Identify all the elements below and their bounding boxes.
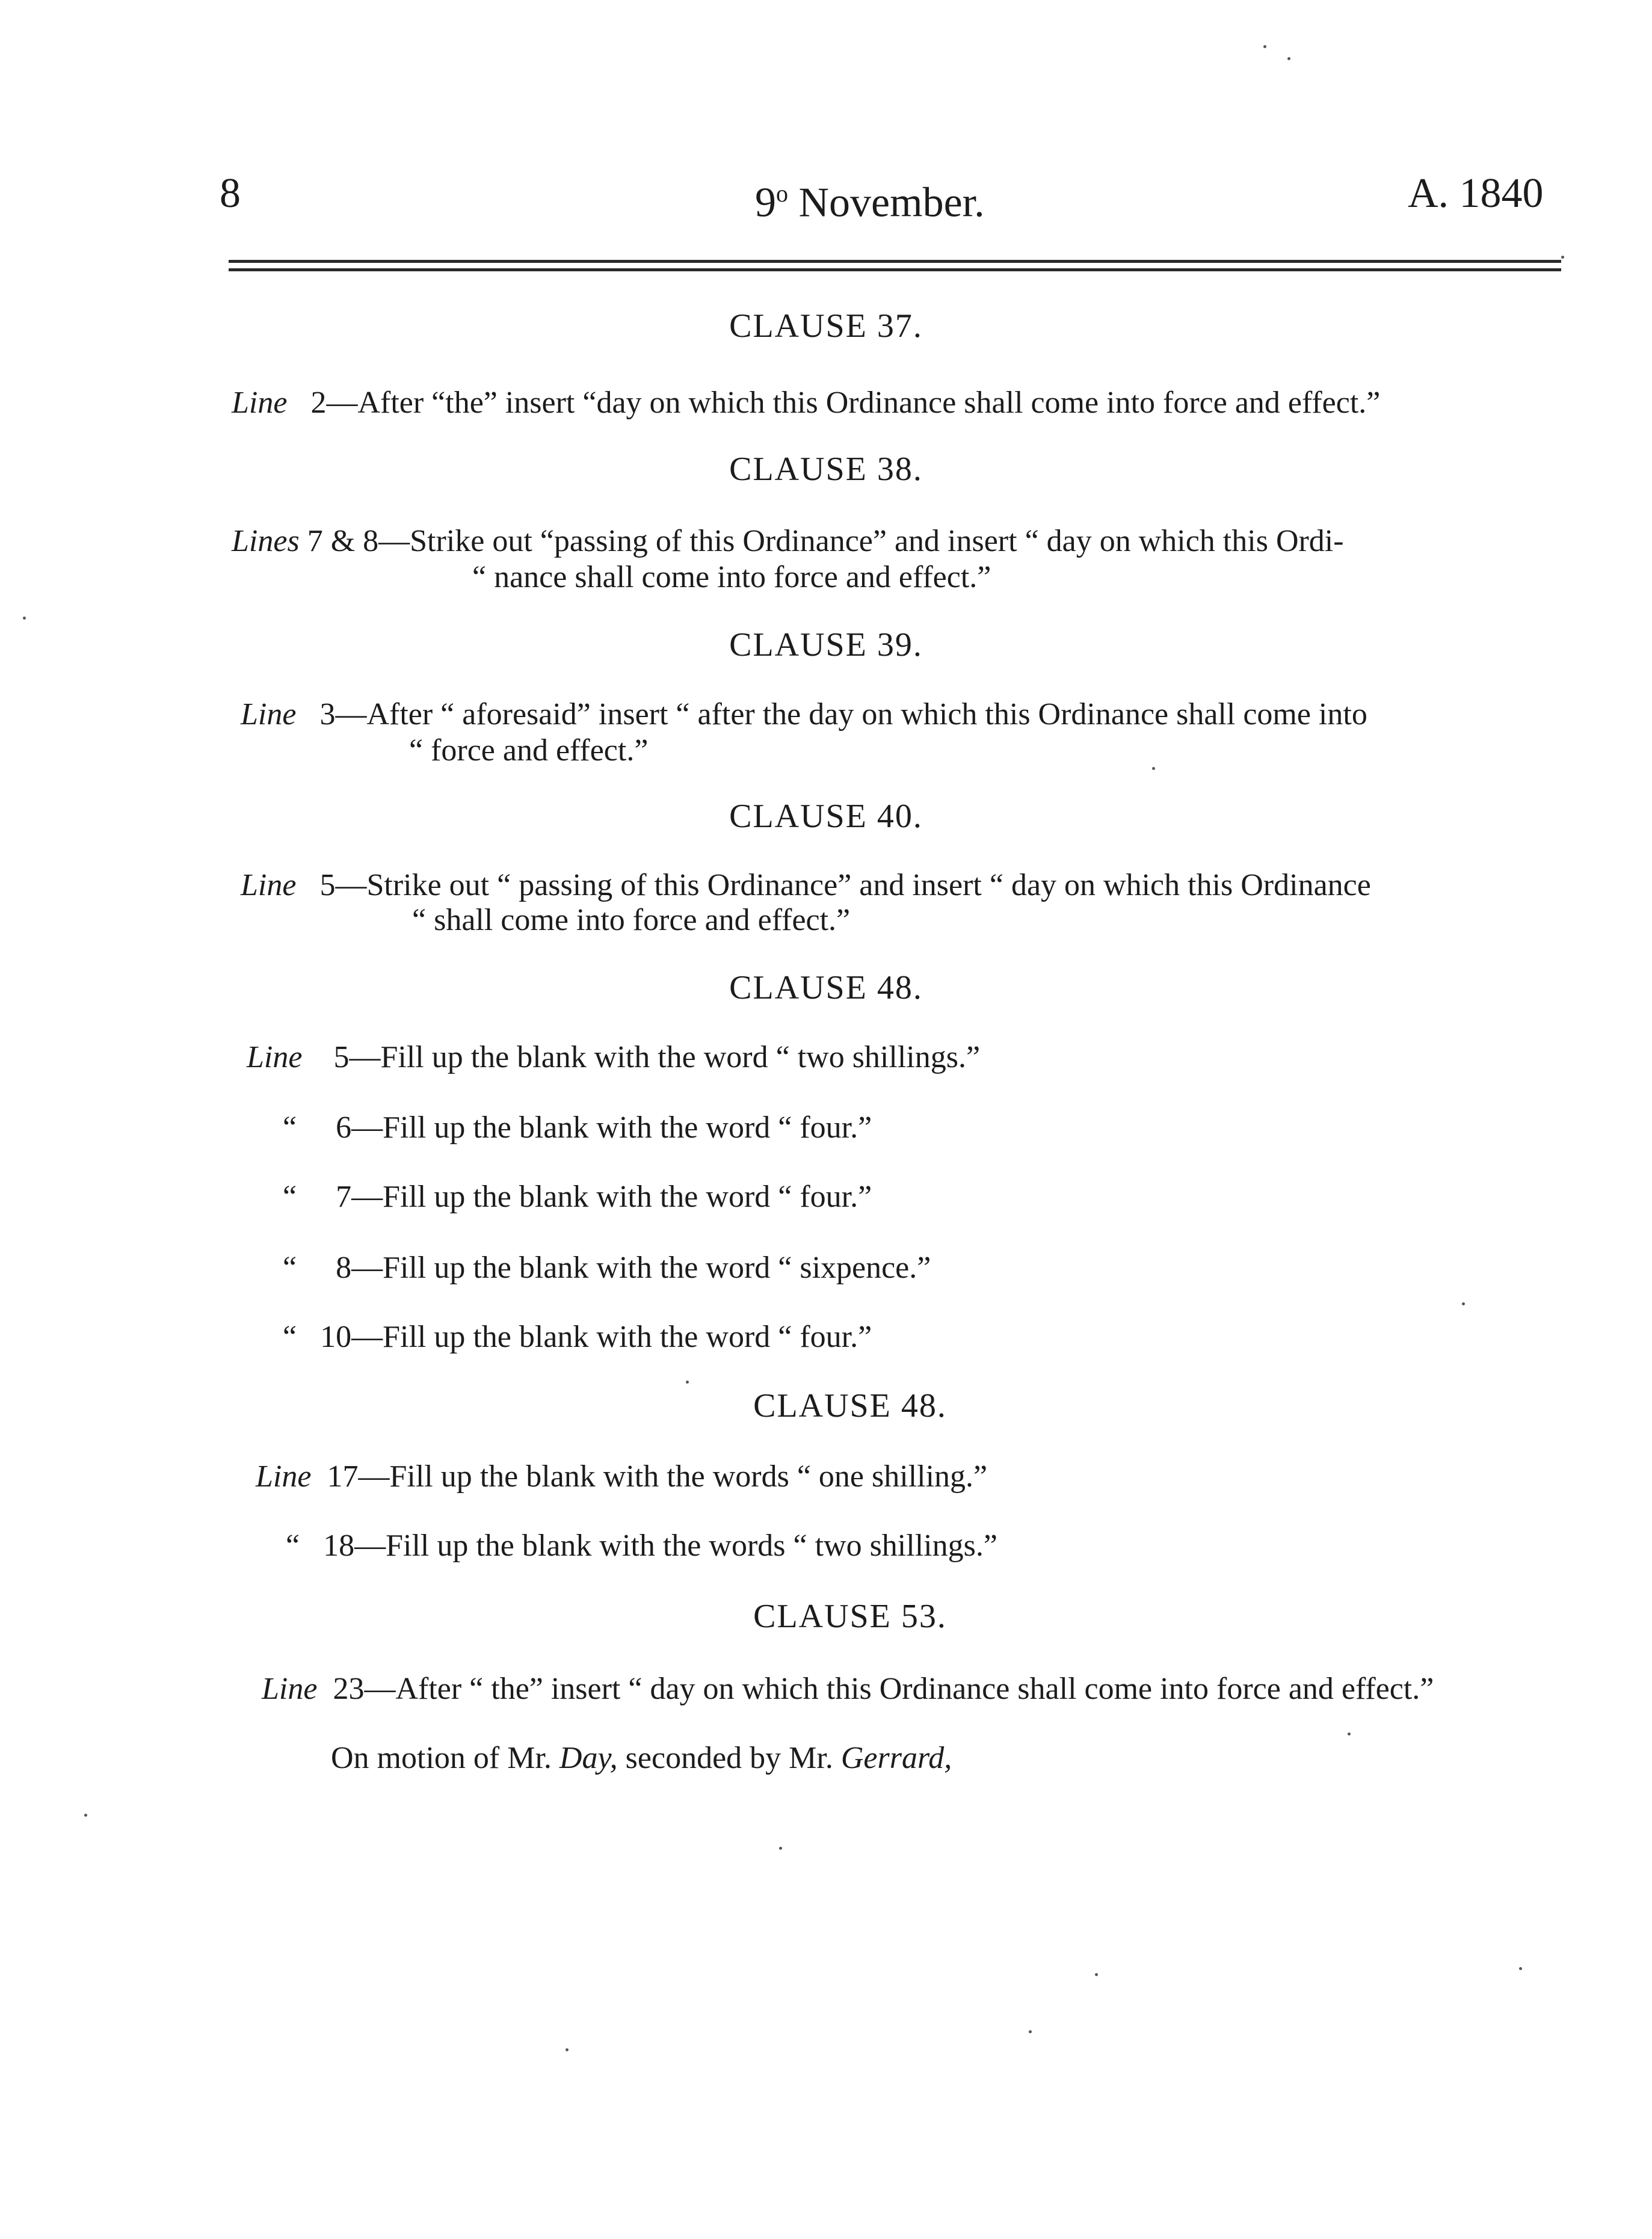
ditto-mark: “ [286, 1529, 300, 1563]
date-day: 9 [755, 179, 776, 226]
date-superscript: o [776, 180, 788, 207]
date-month: November. [798, 179, 985, 226]
amendment-line [256, 1459, 987, 1495]
line-text: —Strike out “ passing of this Ordinance” and insert “ day on which this Ordinance [335, 868, 1371, 902]
page-number: 8 [220, 170, 241, 217]
clause-heading: CLAUSE 40. [729, 798, 923, 835]
line-text: —Strike out “passing of this Ordinance” and insert “ day on which this Ordi- [378, 524, 1344, 558]
amendment-line [283, 1110, 872, 1146]
line-label: Line [247, 1040, 303, 1074]
line-ref: 10 [320, 1320, 352, 1354]
line-label: Line [232, 386, 288, 420]
line-ref: 7 [336, 1180, 352, 1214]
line-ref: 23 [333, 1672, 365, 1706]
motion-prefix: On motion of Mr. [331, 1741, 559, 1775]
line-text: —Fill up the blank with the word “ four.” [351, 1110, 872, 1145]
page-year: A. 1840 [1408, 170, 1544, 217]
clause-heading: CLAUSE 48. [729, 969, 923, 1006]
line-ref: 5 [319, 868, 336, 902]
scan-speck [1561, 256, 1564, 259]
line-continuation: “ shall come into force and effect.” [412, 903, 851, 937]
line-label: Line [262, 1672, 318, 1706]
amendment-line [247, 1039, 980, 1076]
line-label: Line [241, 868, 297, 902]
amendment-line [232, 385, 1380, 421]
page-date [755, 170, 985, 227]
line-ref: 18 [323, 1529, 355, 1563]
line-ref: 17 [327, 1459, 359, 1494]
ditto-mark: “ [283, 1110, 297, 1145]
amendment-line [262, 1671, 1434, 1707]
line-ref: 6 [336, 1110, 352, 1145]
scan-speck [1152, 767, 1155, 770]
scan-speck [566, 2048, 569, 2051]
motion-line [331, 1740, 952, 1776]
line-text: —Fill up the blank with the words “ two shillings.” [354, 1529, 997, 1563]
clause-heading: CLAUSE 39. [729, 626, 923, 664]
line-text: —Fill up the blank with the word “ four.” [351, 1180, 872, 1214]
ditto-mark: “ [283, 1180, 297, 1214]
amendment-line [283, 1319, 872, 1355]
clause-heading: CLAUSE 38. [729, 451, 923, 488]
line-ref: 8 [336, 1251, 352, 1285]
amendment-line [232, 523, 1344, 559]
mover-name: Day, [559, 1741, 618, 1775]
scan-speck [1519, 1967, 1522, 1970]
amendment-line [283, 1250, 931, 1286]
line-text: —After “ the” insert “ day on which this Ordinance shall come into force and effect.” [364, 1672, 1434, 1706]
line-text: —After “the” insert “day on which this Ordinance shall come into force and effect.” [326, 386, 1381, 420]
clause-heading: CLAUSE 53. [753, 1598, 947, 1635]
scan-speck [1263, 45, 1266, 48]
line-text: —Fill up the blank with the word “ two shillings.” [349, 1040, 981, 1074]
scan-speck [1348, 1732, 1351, 1735]
line-text: —Fill up the blank with the words “ one shilling.” [358, 1459, 988, 1494]
motion-middle: seconded by Mr. [617, 1741, 841, 1775]
line-text: —Fill up the blank with the word “ sixpence.” [351, 1251, 931, 1285]
line-label: Line [256, 1459, 312, 1494]
line-label: Line [241, 697, 297, 731]
line-ref: 7 & 8 [307, 524, 379, 558]
scan-speck [23, 617, 26, 620]
line-text: —Fill up the blank with the word “ four.” [351, 1320, 872, 1354]
clause-heading: CLAUSE 48. [753, 1387, 947, 1424]
amendment-line [241, 867, 1371, 904]
line-ref: 2 [310, 386, 327, 420]
scan-speck [779, 1847, 782, 1850]
amendment-line [241, 697, 1367, 733]
scan-speck [84, 1814, 87, 1817]
seconder-name: Gerrard, [840, 1741, 952, 1775]
line-ref: 5 [333, 1040, 350, 1074]
line-continuation: “ force and effect.” [409, 733, 649, 768]
header-rule-bottom [229, 268, 1561, 271]
scan-speck [1029, 2030, 1032, 2033]
header-rule-top [229, 260, 1561, 263]
ditto-mark: “ [283, 1320, 297, 1354]
line-continuation: “ nance shall come into force and effect.” [472, 560, 991, 594]
ditto-mark: “ [283, 1251, 297, 1285]
scan-speck [1287, 57, 1290, 60]
scan-speck [1095, 1973, 1098, 1976]
amendment-line [286, 1528, 997, 1564]
amendment-line [283, 1179, 872, 1215]
clause-heading: CLAUSE 37. [729, 307, 923, 345]
scan-speck [1462, 1302, 1465, 1305]
scan-speck [686, 1381, 689, 1384]
line-text: —After “ aforesaid” insert “ after the day on which this Ordinance shall come into [335, 697, 1367, 731]
line-label: Lines [232, 524, 300, 558]
line-ref: 3 [319, 697, 336, 731]
